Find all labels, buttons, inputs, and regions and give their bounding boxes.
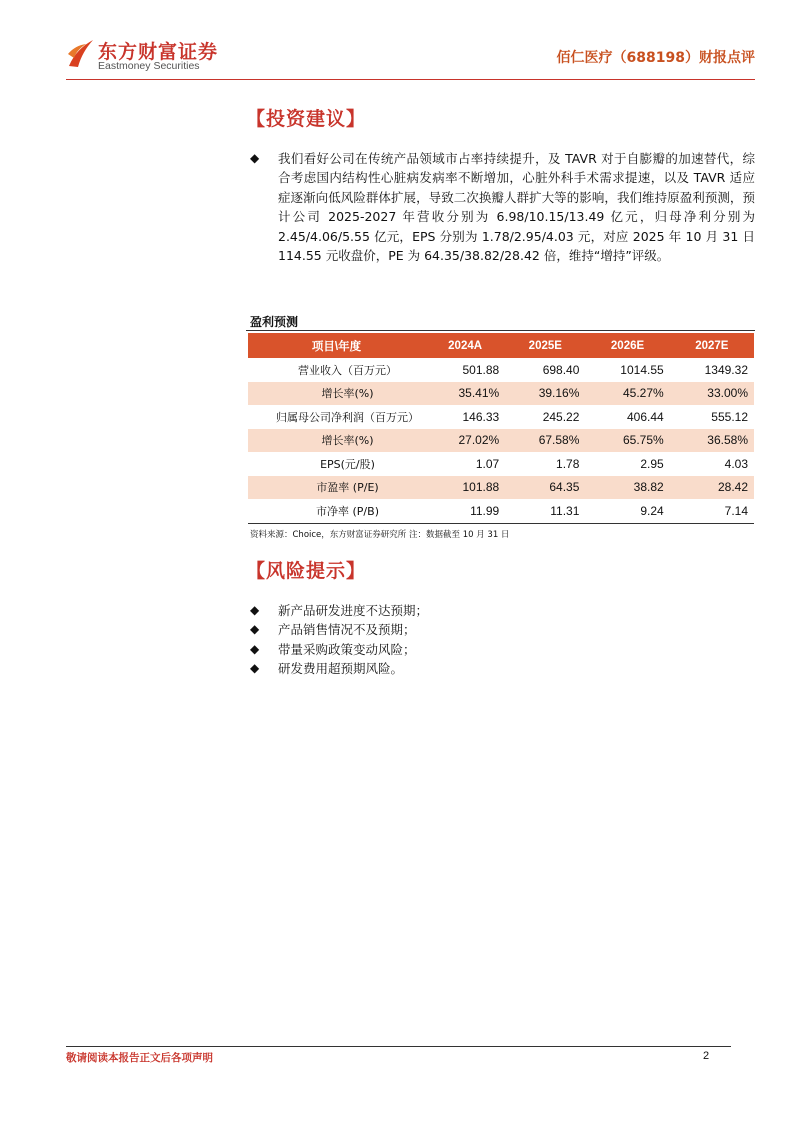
- table-cell: 555.12: [711, 409, 748, 424]
- risk-item-text: 带量采购政策变动风险；: [278, 641, 416, 657]
- table-cell: 101.88: [425, 476, 505, 500]
- page-number: 2: [703, 1050, 710, 1062]
- table-cell: 11.99: [425, 499, 505, 523]
- table-row: [248, 405, 754, 429]
- table-cell: 406.44: [626, 409, 664, 424]
- footer-divider: [66, 1046, 731, 1047]
- caption-divider: [246, 330, 755, 331]
- table-cell: 67.58%: [505, 429, 585, 453]
- logo-name-cn: 东方财富证券: [98, 41, 219, 63]
- table-row: [248, 382, 754, 406]
- column-header: 2026E: [585, 333, 669, 358]
- risk-item-text: 研发费用超预期风险。: [278, 661, 404, 677]
- row-label: 增长率(%): [248, 429, 425, 453]
- bullet-diamond-icon: ◆: [250, 622, 260, 637]
- table-cell: 35.41%: [425, 382, 505, 406]
- table-row: [248, 358, 754, 382]
- table-row: [248, 476, 754, 500]
- table-cell: 245.22: [542, 409, 580, 424]
- table-cell: 64.35: [505, 476, 585, 500]
- report-title: 佰仁医疗（688198）财报点评: [556, 50, 755, 66]
- table-cell: 11.31: [505, 499, 585, 523]
- table-cell: 7.14: [670, 499, 754, 523]
- column-header: 项目\年度: [248, 333, 425, 358]
- column-header: 2027E: [670, 333, 754, 358]
- logo-name-en: Eastmoney Securities: [98, 60, 200, 72]
- table-cell: 65.75%: [585, 429, 669, 453]
- column-header: 2025E: [505, 333, 585, 358]
- risk-item-text: 新产品研发进度不达预期；: [278, 603, 429, 618]
- table-cell: 698.40: [542, 362, 580, 377]
- table-cell: 1.78: [556, 456, 580, 471]
- row-label: 市盈率 (P/E): [248, 476, 425, 500]
- table-cell: 33.00%: [670, 382, 754, 406]
- bullet-diamond-icon: ◆: [250, 661, 260, 676]
- row-label: 归属母公司净利润（百万元）: [276, 410, 419, 424]
- table-cell: 4.03: [724, 456, 748, 471]
- table-cell: 1.07: [475, 456, 500, 471]
- table-cell: 39.16%: [505, 382, 585, 406]
- forecast-table: [248, 333, 754, 524]
- table-cell: 45.27%: [585, 382, 669, 406]
- forecast-caption: 盈利预测: [250, 315, 299, 329]
- investment-text: 我们看好公司在传统产品领域市占率持续提升，及 TAVR 对于自膨瓣的加速替代，综合考虑国内结构性心脏病发病率不断增加，心脏外科手术需求提速，以及 TAVR 适应症逐渐向低风险群体扩展，导致二次换瓣人群扩大等的影响，我们维持原盈利预测，预计公司 2025-2027 年营收分别为 6.98/10.15/13.49 亿元，归母净利分别为 2.45/4.06/5.55 亿元，EPS 分别为 1.78/2.95/4.03 元，对应 2025 年 10 月 31 日 114.55 元收盘价，PE 为 64.35/38.82/28.42 倍，维持“增持”评级。: [278, 151, 755, 264]
- table-cell: 28.42: [670, 476, 754, 500]
- risk-heading: 【风险提示】: [246, 560, 367, 582]
- table-cell: 501.88: [462, 362, 500, 377]
- table-cell: 38.82: [585, 476, 669, 500]
- risk-item-text: 产品销售情况不及预期；: [278, 622, 416, 638]
- table-row: [248, 452, 754, 476]
- table-source-note: 资料来源：Choice，东方财富证券研究所 注：数据截至 10 月 31 日: [250, 530, 510, 540]
- table-row: [248, 429, 754, 453]
- column-header: 2024A: [425, 333, 505, 358]
- header-divider: [66, 79, 755, 80]
- row-label: 增长率(%): [248, 382, 425, 406]
- bullet-diamond-icon: ◆: [250, 603, 260, 617]
- logo-mark-icon: [66, 36, 96, 70]
- table-cell: 146.33: [462, 409, 500, 424]
- company-logo: [66, 36, 236, 76]
- row-label: 市净率 (P/B): [248, 499, 425, 523]
- row-label: 营业收入（百万元）: [298, 363, 397, 377]
- row-label: EPS(元/股): [320, 457, 375, 471]
- table-cell: 9.24: [585, 499, 669, 523]
- table-cell: 1349.32: [704, 362, 748, 377]
- table-cell: 36.58%: [670, 429, 754, 453]
- table-cell: 27.02%: [425, 429, 505, 453]
- investment-paragraph: [250, 149, 755, 265]
- table-cell: 1014.55: [620, 362, 664, 377]
- bullet-diamond-icon: ◆: [250, 151, 260, 165]
- table-cell: 2.95: [640, 456, 664, 471]
- investment-heading: 【投资建议】: [246, 108, 367, 130]
- table-row: [248, 499, 754, 523]
- bullet-diamond-icon: ◆: [250, 641, 260, 656]
- table-header-row: [248, 333, 754, 358]
- footer-disclaimer: 敬请阅读本报告正文后各项声明: [66, 1052, 213, 1064]
